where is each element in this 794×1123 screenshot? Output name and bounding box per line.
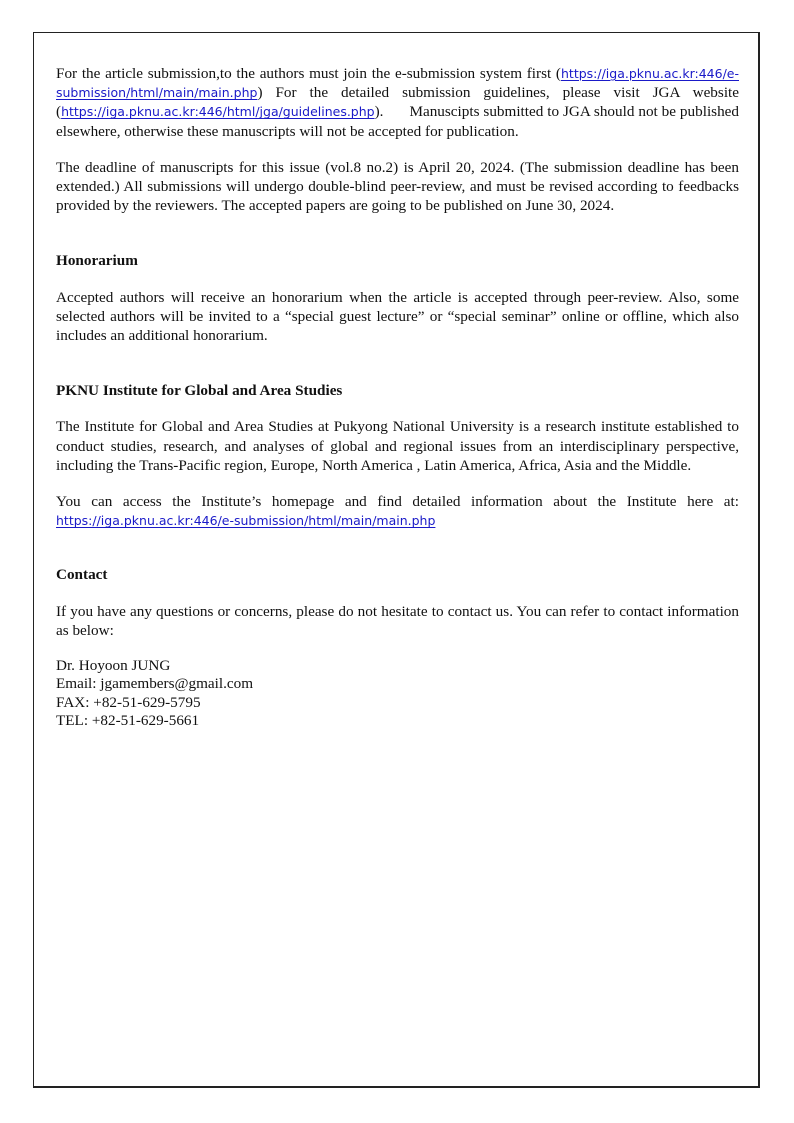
- deadline-paragraph: The deadline of manuscripts for this issue (vol.8 no.2) is April 20, 2024. (The submission deadline has been extended.) All submissions will undergo double-blind peer-review, and must be revised according to feedbacks provided by the reviewers. The accepted papers are going to be published on June 30, 2024.: [56, 158, 739, 215]
- submission-text-d: Manuscipts submitted to JGA should not be published elsewhere, otherwise these manuscripts will not be accepted for publication.: [56, 103, 739, 140]
- institute-paragraph: The Institute for Global and Area Studies at Pukyong National University is a research institute established to conduct studies, research, and analyses of global and regional issues from an interdisciplinary perspective, including the Trans-Pacific region, Europe, North America , Latin America, Africa, Asia and the Middle.: [56, 418, 739, 474]
- contact-paragraph: If you have any questions or concerns, please do not hesitate to contact us. You can refer to contact information as below:: [56, 602, 739, 639]
- institute-access-text: You can access the Institute’s homepage and find detailed information about the Institute here at:: [56, 493, 739, 511]
- institute-homepage-link[interactable]: https://iga.pknu.ac.kr:446/e-submission/html/main/main.php: [56, 513, 436, 529]
- submission-text-b: ) For the detailed submission guidelines, please visit JGA website (: [56, 84, 739, 121]
- contact-fax: FAX: +82-51-629-5795: [56, 693, 201, 711]
- contact-tel: TEL: +82-51-629-5661: [56, 711, 200, 729]
- contact-heading: Contact: [56, 566, 108, 584]
- document-body: [56, 64, 739, 730]
- guidelines-link[interactable]: https://iga.pknu.ac.kr:446/html/jga/guidelines.php: [61, 104, 375, 120]
- honorarium-heading: Honorarium: [56, 252, 138, 270]
- institute-heading: PKNU Institute for Global and Area Studies: [56, 382, 343, 400]
- submission-text-a: For the article submission,to the authors must join the e-submission system first (: [56, 65, 561, 82]
- institute-access-paragraph: [56, 492, 739, 530]
- contact-details: [56, 657, 739, 730]
- submission-text-c: ).: [374, 103, 384, 121]
- submission-paragraph: [56, 64, 739, 141]
- honorarium-paragraph: Accepted authors will receive an honorarium when the article is accepted through peer-review. Also, some selected authors will be invited to a “special guest lecture” or “special seminar” online or offline, which also includes an additional honorarium.: [56, 288, 739, 345]
- e-submission-link[interactable]: https://iga.pknu.ac.kr:446/e-submission/html/main/main.php: [56, 66, 739, 101]
- contact-email: Email: jgamembers@gmail.com: [56, 675, 254, 693]
- contact-name: Dr. Hoyoon JUNG: [56, 657, 171, 675]
